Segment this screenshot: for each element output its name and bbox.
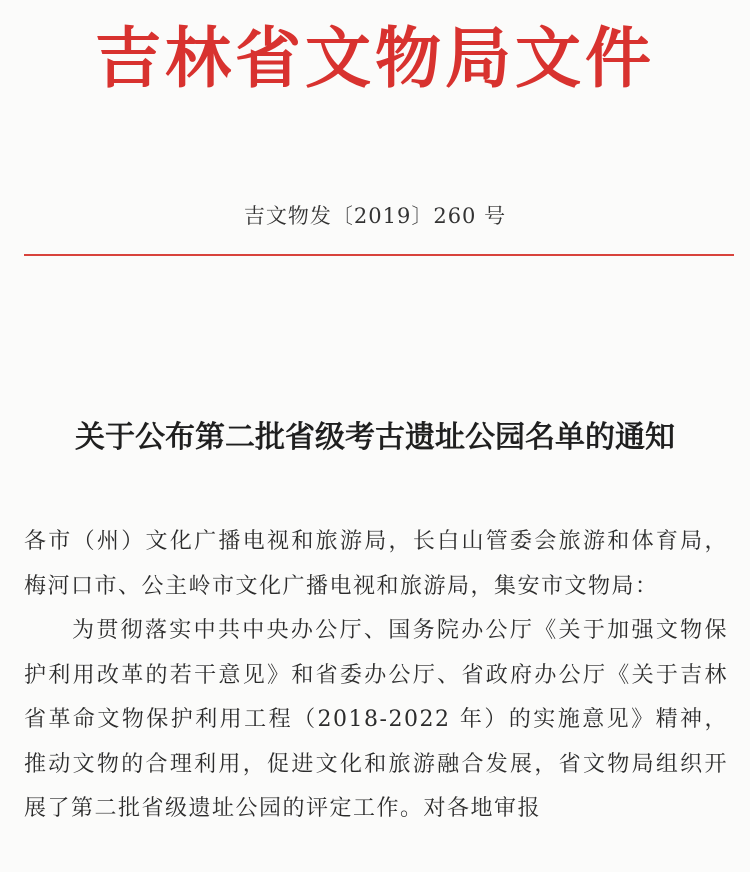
notice-title: 关于公布第二批省级考古遗址公园名单的通知 — [75, 420, 675, 455]
body-paragraph: 为贯彻落实中共中央办公厅、国务院办公厅《关于加强文物保护利用改革的若干意见》和省委办公厅、省政府办公厅《关于吉林省革命文物保护利用工程（2018-2022 年）的实施意见》精神，推动文物的合理利用，促进文化和旅游融合发展，省文物局组织开展了第二批省级遗址公园的评定工作。对各地审报 — [24, 618, 728, 821]
document-body — [24, 520, 728, 832]
red-divider-line — [24, 254, 734, 256]
issuer-header-title: 吉林省文物局文件 — [95, 20, 655, 97]
document-number: 吉文物发〔2019〕260 号 — [243, 204, 507, 228]
addressees-paragraph: 各市（州）文化广播电视和旅游局，长白山管委会旅游和体育局，梅河口市、公主岭市文化广播电视和旅游局，集安市文物局： — [24, 529, 728, 599]
